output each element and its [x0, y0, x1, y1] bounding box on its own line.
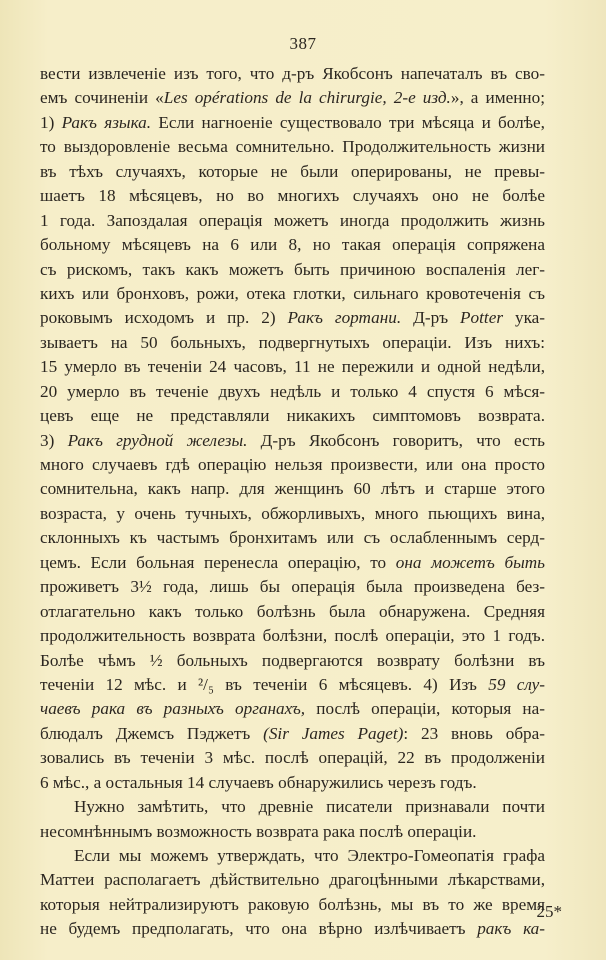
text-run: не будемъ предполагать, что она вѣрно излѣчиваетъ — [40, 919, 478, 939]
text-line — [40, 331, 545, 355]
italic-text-run: чаевъ рака въ разныхъ органахъ, — [40, 699, 306, 719]
text-run: Д-ръ — [401, 308, 461, 328]
text-line — [40, 746, 545, 770]
text-run: много случаевъ гдѣ операцію нельзя произвести, или она просто — [40, 455, 545, 474]
text-line — [40, 429, 545, 453]
signature-mark: 25* — [536, 902, 562, 921]
text-run: кихъ или бронховъ, рожи, отека глотки, сильнаго кровотеченія съ — [40, 283, 545, 303]
text-run: », а именно; — [450, 88, 545, 108]
text-run: склонныхъ къ частымъ бронхитамъ или съ ослабленнымъ серд- — [40, 528, 545, 548]
text-run: теченіи 12 мѣс. и ²/₅ въ теченіи 6 мѣсяцевъ. 4) Изъ — [40, 674, 489, 694]
text-line — [40, 477, 545, 501]
text-run: Маттеи располагаетъ дѣйствительно драгоцѣнными лѣкарствами, — [40, 870, 545, 890]
text-run: проживетъ 3½ года, лишь бы операція была произведена без- — [40, 577, 545, 597]
text-line — [40, 502, 545, 526]
text-line — [40, 771, 545, 795]
text-run: несомнѣннымъ возможность возврата рака послѣ операціи. — [40, 821, 477, 841]
text-line — [40, 86, 545, 110]
text-line — [40, 649, 545, 673]
text-run: съ рискомъ, такъ какъ можетъ быть причиною воспаленія лег- — [40, 259, 545, 279]
text-run: возраста, у очень тучныхъ, обжорливыхъ, много пьющихъ вина, — [40, 503, 545, 523]
text-run: Д-ръ Якобсонъ говоритъ, что есть — [247, 430, 545, 450]
text-run: 20 умерло въ теченіе двухъ недѣль и только 4 спустя 6 мѣся- — [40, 381, 545, 401]
text-run: цевъ еще не представляли никакихъ симптомовъ возврата. — [40, 406, 545, 426]
text-line — [40, 111, 545, 135]
italic-text-run: Ракъ языка. — [61, 112, 152, 132]
italic-text-run: (Sir James Paget) — [263, 723, 404, 743]
text-run: цемъ. Если больная перенесла операцію, то — [40, 552, 396, 572]
text-line — [40, 575, 545, 599]
text-line — [40, 135, 545, 159]
text-line — [40, 820, 545, 844]
text-run: ука- — [503, 308, 546, 328]
text-run: зовались въ теченіи 3 мѣс. послѣ операцій, 22 въ продолженіи — [40, 748, 545, 768]
text-run: Если нагноеніе существовало три мѣсяца и болѣе, — [151, 112, 545, 132]
text-run: вести извлеченіе изъ того, что д-ръ Якобсонъ напечаталъ въ сво- — [40, 64, 545, 83]
text-run: 6 мѣс., а остальныя 14 случаевъ обнаружились черезъ годъ. — [40, 772, 477, 792]
text-line — [40, 184, 545, 208]
text-line — [40, 453, 545, 477]
text-run: емъ сочиненіи « — [40, 88, 164, 108]
text-line — [40, 306, 545, 330]
text-line — [40, 673, 545, 697]
text-run: Болѣе чѣмъ ½ больныхъ подвергаются возврату болѣзни въ — [40, 650, 545, 670]
text-line — [40, 600, 545, 624]
text-line — [40, 868, 545, 892]
italic-text-run: 59 слу- — [488, 674, 545, 694]
text-run: 3) — [40, 430, 68, 450]
text-run: въ тѣхъ случаяхъ, которые не были оперированы, не превы- — [40, 161, 545, 181]
page-text — [40, 62, 545, 942]
text-line — [40, 624, 545, 648]
text-line — [40, 62, 545, 86]
text-run: 1 года. Запоздалая операція можетъ иногда продолжить жизнь — [40, 210, 545, 230]
text-line — [40, 551, 545, 575]
italic-text-run: она можетъ быть — [395, 552, 545, 572]
text-run: 1) — [40, 112, 62, 132]
text-line — [40, 209, 545, 233]
italic-text-run: Potter — [460, 308, 504, 328]
text-line — [40, 160, 545, 184]
italic-text-run: Ракъ грудной железы. — [67, 430, 248, 450]
page-number: 387 — [289, 34, 317, 53]
text-line — [40, 893, 545, 917]
text-line — [40, 258, 545, 282]
text-line — [40, 404, 545, 428]
text-run: послѣ операціи, которыя на- — [305, 699, 545, 719]
text-run: шаетъ 18 мѣсяцевъ, но во многихъ случаяхъ оно не болѣе — [40, 186, 545, 206]
italic-text-run: Ракъ гортани. — [287, 308, 402, 328]
text-run: больному мѣсяцевъ на 6 или 8, но такая операція сопряжена — [40, 235, 545, 255]
text-line — [40, 526, 545, 550]
text-run: 15 умерло въ теченіи 24 часовъ, 11 не пережили и одной недѣли, — [40, 357, 545, 377]
text-run: то выздоровленіе весьма сомнительно. Продолжительность жизни — [40, 137, 545, 157]
italic-text-run: ракъ ка- — [477, 919, 545, 939]
text-run: продолжительность возврата болѣзни, послѣ операціи, это 1 годъ. — [40, 626, 545, 646]
text-run: которыя нейтрализируютъ раковую болѣзнь, мы въ то же время — [40, 894, 545, 914]
text-line — [40, 355, 545, 379]
text-run: зываетъ на 50 больныхъ, подвергнутыхъ операціи. Изъ нихъ: — [40, 332, 545, 352]
text-line — [40, 233, 545, 257]
text-run: отлагательно какъ только болѣзнь была обнаружена. Средняя — [40, 601, 545, 621]
text-run: роковымъ исходомъ и пр. 2) — [40, 308, 288, 328]
text-line — [40, 917, 545, 941]
text-line — [40, 282, 545, 306]
text-run: Нужно замѣтить, что древніе писатели признавали почти — [74, 797, 545, 817]
text-run: Если мы можемъ утверждать, что Электро-Гомеопатія графа — [74, 846, 545, 865]
text-line — [40, 795, 545, 819]
text-line — [40, 844, 545, 868]
text-run: : 23 вновь обра- — [403, 723, 546, 743]
text-line — [40, 697, 545, 721]
text-run: блюдалъ Джемсъ Пэджетъ — [40, 723, 264, 743]
text-run: сомнительна, какъ напр. для женщинъ 60 лѣтъ и старше этого — [40, 479, 545, 499]
text-line — [40, 722, 545, 746]
text-line — [40, 380, 545, 404]
italic-text-run: Les opérations de la chirurgie, 2-е изд. — [163, 88, 451, 108]
